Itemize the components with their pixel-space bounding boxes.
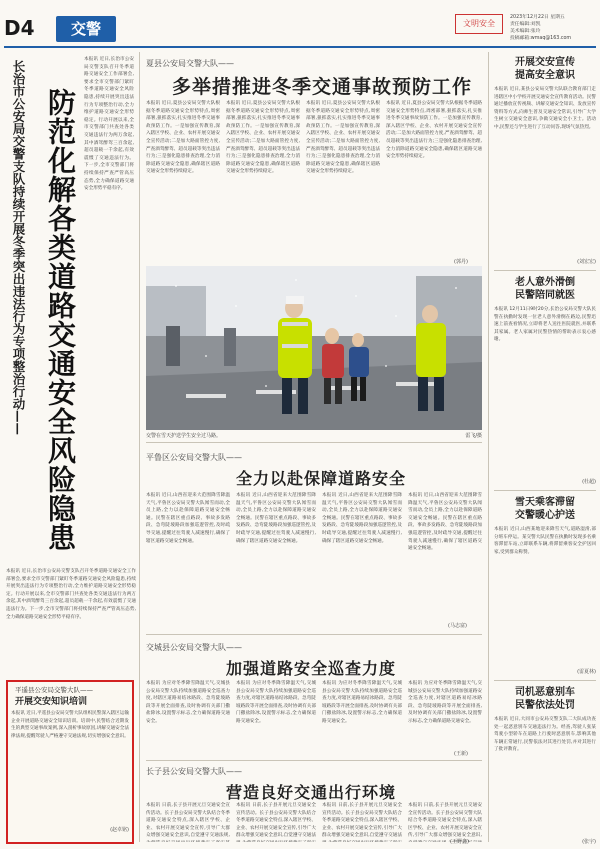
newspaper-name: 文明安全: [463, 19, 495, 28]
article2-text-2: 本报讯 近日,山西省迎来大范围降雪降温天气,平鲁区公安局交警大队闻雪而动,全员上路,全力以赴保障道路交通安全畅通。民警在辖区重点路段、事故多发路段、急弯陡坡路段加强巡逻管控,及时疏导交通,提醒过往驾驶人减速慢行,确保了辖区道路交通安全畅通。: [236, 493, 316, 544]
masthead-logo: [455, 14, 503, 34]
right-item-3-byline: (雷夏林): [577, 669, 596, 675]
top-story-text-4: 本报讯 近日,夏县公安局交警大队根据冬季道路交通安全形势特点,周密部署,狠抓落实,扎实推进冬季交通事故预防工作。一是加强宣传教育,深入辖区学校、企业、农村开展交通安全宣传活动;二是加大路面管控力度,严查酒驾醉驾、超员超载等突出违法行为;三是强化隐患排查治理,全力消除道路交通安全隐患,确保辖区道路交通安全形势持续稳定。: [386, 101, 482, 160]
photo-caption: [146, 432, 482, 439]
article2-col2: [236, 492, 316, 622]
right-item-3-body-wrap: [494, 526, 596, 668]
article2-col4: [408, 492, 482, 622]
email-line: 投稿邮箱:wmaq@163.com: [510, 36, 572, 41]
highlight-title: 开展交安知识培训: [15, 697, 88, 707]
top-story-body-col3: [306, 100, 380, 260]
masthead-rule: [4, 46, 596, 48]
article4-col4: [408, 802, 482, 842]
top-story-text-1: 本报讯 近日,夏县公安局交警大队根据冬季道路交通安全形势特点,周密部署,狠抓落实,扎实推进冬季交通事故预防工作。一是加强宣传教育,深入辖区学校、企业、农村开展交通安全宣传活动;二是加大路面管控力度,严查酒驾醉驾、超员超载等突出违法行为;三是强化隐患排查治理,全力消除道路交通安全隐患,确保辖区道路交通安全形势持续稳定。: [146, 101, 220, 175]
right-item-4-body: 本报讯 近日,大同市公安局交警支队二大队成功查处一起恶意别车交通违法行为。经查,驾驶人张某驾驶小型轿车在道路上行驶时恶意别车,影响其他车辆正常通行,民警依法对其进行处罚,并对其进行了批评教育。: [494, 717, 596, 753]
highlight-box: [6, 680, 134, 844]
editor-line: 责任编辑:刘凯: [510, 22, 541, 27]
right-item-1-body-wrap: [494, 86, 596, 258]
page-code: D4: [4, 16, 35, 40]
banner-body-vertical: [84, 56, 134, 556]
article4-kicker: 长子县公安局交警大队——: [146, 767, 242, 776]
masthead-info: [510, 14, 598, 42]
article3-byline: (王新): [454, 751, 468, 757]
banner-subtitle: 长治市公安局交警支队持续开展冬季突出违法行为专项整治行动——: [11, 60, 26, 435]
article3-title: 加强道路安全巡查力度: [226, 659, 397, 678]
top-story-kicker: 夏县公安局交警大队——: [146, 59, 234, 68]
right-rule-2: [494, 490, 596, 491]
article4-col3: [322, 802, 402, 842]
highlight-byline: (赵卓铭): [110, 827, 129, 833]
right-col-divider: [488, 52, 489, 842]
highlight-kicker: 平遥县公安局交警大队——: [15, 686, 93, 694]
right-rule-3: [494, 680, 596, 681]
banner-body-bottom-text: 本报讯 近日,长治市公安局交警支队召开冬季道路交通安全工作部署会,要求全市交警部门紧盯冬季道路交通安全风险隐患,持续开展突出违法行为专项整治行动,全力维护道路交通安全形势稳定。行动开展以来,全市交警部门共查处各类交通违法行为两万余起,其中酒驾醉驾三百余起,超员超载一千余起,有效震慑了交通违法行为。下一步,全市交警部门将持续保持严查严管高压态势,全力确保道路交通安全形势平稳有序。: [6, 569, 136, 620]
banner-body-vertical-text: 本报讯 近日,长治市公安局交警支队召开冬季道路交通安全工作部署会,要求全市交警部门紧盯冬季道路交通安全风险隐患,持续开展突出违法行为专项整治行动,全力维护道路交通安全形势稳定。行动开展以来,全市交警部门共查处各类交通违法行为两万余起,其中酒驾醉驾三百余起,超员超载一千余起,有效震慑了交通违法行为。下一步,全市交警部门将持续保持严查严管高压态势,全力确保道路交通安全形势平稳有序。: [84, 57, 134, 192]
article3-col2: [236, 680, 316, 750]
article3-text-3: 本报讯 为应对冬季降雪降温天气,交城县公安局交警大队持续加强道路安全巡查力度,对辖区道路易结冰路段、急弯陡坡路段等开展全面排查,及时协调有关部门撒盐除冰,设置警示标志,全力确保道路交通安全。: [322, 681, 402, 724]
right-item-1: [494, 56, 596, 266]
article2-kicker: 平鲁区公安局交警大队——: [146, 453, 242, 462]
top-story-body-col1: [146, 100, 220, 260]
right-item-4: [494, 686, 596, 844]
article4-text-3: 本报讯 日前,长子县开展元旦交通安全宣传活动。长子县公安局交警大队结合冬季道路交通安全特点,深入辖区学校、企业、农村开展交通安全宣传,引导广大群众增强交通安全意识,自觉遵守交通法: [322, 803, 402, 839]
section-tag: 交警: [56, 16, 116, 42]
right-item-2: [494, 276, 596, 486]
right-item-1-byline: (刘宏宏): [577, 259, 596, 265]
article4-text-2: 本报讯 日前,长子县开展元旦交通安全宣传活动。长子县公安局交警大队结合冬季道路交通安全特点,深入辖区学校、企业、农村开展交通安全宣传,引导广大群众增强交通安全意识,自觉遵守交通法: [236, 803, 316, 839]
article2-byline: (马志富): [448, 623, 467, 629]
right-item-3: [494, 496, 596, 676]
article2-text-1: 本报讯 近日,山西省迎来大范围降雪降温天气,平鲁区公安局交警大队闻雪而动,全员上路,全力以赴保障道路交通安全畅通。民警在辖区重点路段、事故多发路段、急弯陡坡路段加强巡逻管控,及时疏导交通,提醒过往驾驶人减速慢行,确保了辖区道路交通安全畅通。: [146, 493, 230, 544]
photo-caption-text: 交警在雪天护送学生安全过马路。: [146, 433, 222, 439]
article4-title: 营造良好交通出行环境: [226, 783, 397, 802]
article3-text-4: 本报讯 为应对冬季降雪降温天气,交城县公安局交警大队持续加强道路安全巡查力度,对辖区道路易结冰路段、急弯陡坡路段等开展全面排查,及时协调有关部门撒盐除冰,设置警示标志,全力确保道路交通安全。: [408, 681, 482, 724]
article3-col3: [322, 680, 402, 750]
right-item-4-byline: (张宇): [582, 839, 596, 845]
article2-text-4: 本报讯 近日,山西省迎来大范围降雪降温天气,平鲁区公安局交警大队闻雪而动,全员上路,全力以赴保障道路交通安全畅通。民警在辖区重点路段、事故多发路段、急弯陡坡路段加强巡逻管控,及时疏导交通,提醒过往驾驶人减速慢行,确保了辖区道路交通安全畅通。: [408, 493, 482, 552]
designer-line: 美术编辑:张玲: [510, 29, 541, 34]
photo-byline: 雷飞/摄: [465, 433, 482, 439]
article3-text-2: 本报讯 为应对冬季降雪降温天气,交城县公安局交警大队持续加强道路安全巡查力度,对辖区道路易结冰路段、急弯陡坡路段等开展全面排查,及时协调有关部门撒盐除冰,设置警示标志,全力确保道路交通安全。: [236, 681, 316, 724]
article4-byline: (王野鑫): [450, 839, 469, 845]
article4-col1: [146, 802, 230, 842]
article2-rule: [146, 634, 482, 635]
article2-title: 全力以赴保障道路安全: [236, 469, 407, 488]
highlight-body-wrap: [11, 710, 129, 826]
article2-col1: [146, 492, 230, 622]
article4-text-4: 本报讯 日前,长子县开展元旦交通安全宣传活动。长子县公安局交警大队结合冬季道路交通安全特点,深入辖区学校、企业、农村开展交通安全宣传,引导广大群众增强交通安全意识,: [408, 803, 482, 839]
right-item-1-title: 开展交安宣传 提高安全意识: [515, 57, 575, 81]
article4-col2: [236, 802, 316, 842]
right-item-2-title: 老人意外滑倒 民警陪同就医: [515, 277, 575, 301]
top-story-body-col2: [226, 100, 300, 260]
article3-col1: [146, 680, 230, 750]
right-item-1-body: 本报讯 近日,某县公安局交警大队联合教育部门走进辖区中小学校开展交通安全宣传教育活动。民警通过播放宣传视频、讲解交通安全知识、发放宣传资料等方式,向师生普及交通安全常识,引导广大学生树立交通安全意识,争做交通安全小卫士。活动中,民警还与学生进行了互动问答,现场气氛热烈。: [494, 87, 596, 130]
banner-body-bottom: [6, 568, 136, 668]
article3-text-1: 本报讯 为应对冬季降雪降温天气,交城县公安局交警大队持续加强道路安全巡查力度,对辖区道路易结冰路段、急弯陡坡路段等开展全面排查,及时协调有关部门撒盐除冰,设置警示标志,全力确保道路交通安全。: [146, 681, 230, 724]
photo-illustration: [146, 266, 482, 430]
right-item-4-title: 司机恶意别车 民警依法处罚: [515, 687, 575, 711]
article3-kicker: 交城县公安局交警大队——: [146, 643, 242, 652]
news-photo: [146, 266, 482, 430]
article2-text-3: 本报讯 近日,山西省迎来大范围降雪降温天气,平鲁区公安局交警大队闻雪而动,全员上路,全力以赴保障道路交通安全畅通。民警在辖区重点路段、事故多发路段、急弯陡坡路段加强巡逻管控,及时疏导交通,提醒过往驾驶人减速慢行,确保了辖区道路交通安全畅通。: [322, 493, 402, 544]
article3-rule: [146, 760, 482, 761]
right-item-4-body-wrap: [494, 716, 596, 838]
article3-col4: [408, 680, 482, 750]
top-story-byline: (郭丹): [454, 259, 468, 265]
left-col-divider: [139, 52, 140, 842]
top-story-text-3: 本报讯 近日,夏县公安局交警大队根据冬季道路交通安全形势特点,周密部署,狠抓落实,扎实推进冬季交通事故预防工作。一是加强宣传教育,深入辖区学校、企业、农村开展交通安全宣传活动;二是加大路面管控力度,严查酒驾醉驾、超员超载等突出违法行为;三是强化隐患排查治理,全力消除道路交通安全隐患,确保辖区道路交通安全形势持续稳定。: [306, 101, 380, 175]
top-story-rule: [146, 442, 482, 443]
top-story-title: 多举措推进冬季交通事故预防工作: [172, 76, 473, 98]
right-item-2-body-wrap: [494, 306, 596, 478]
right-item-3-body: 本报讯 近日,山西某地迎来降雪天气,道路湿滑,部分班车停运。某交警大队民警在执勤时发现多名乘客滞留车站,立即联系车辆,将滞留乘客安全护送回家,受到群众称赞。: [494, 527, 596, 555]
article4-text-1: 本报讯 日前,长子县开展元旦交通安全宣传活动。长子县公安局交警大队结合冬季道路交通安全特点,深入辖区学校、企业、农村开展交通安全宣传,引导广大群众增强交通安全意识,自觉遵守交通法规,: [146, 803, 230, 839]
top-story-body-col4: [386, 100, 482, 260]
right-item-3-title: 雪天乘客滞留 交警暖心护送: [515, 497, 575, 521]
top-story-text-2: 本报讯 近日,夏县公安局交警大队根据冬季道路交通安全形势特点,周密部署,狠抓落实,扎实推进冬季交通事故预防工作。一是加强宣传教育,深入辖区学校、企业、农村开展交通安全宣传活动;二是加大路面管控力度,严查酒驾醉驾、超员超载等突出违法行为;三是强化隐患排查治理,全力消除道路交通安全隐患,确保辖区道路交通安全形势持续稳定。: [226, 101, 300, 175]
highlight-body: 本报讯 近日,平遥县公安局交警大队组织民警深入辖区运输企业开展道路交通安全知识培训。培训中,民警结合近期发生的典型交通事故案例,深入剖析事故原因,讲解交通安全法律法规,提醒驾驶人严格遵守交通法规,切实增强安全意识。: [11, 711, 129, 739]
right-item-2-body: 本报讯 12月11日9时20分,长治公安局交警大队民警在执勤时发现一位老人意外滑倒在路边,民警迅速上前查看情况,立即将老人送往医院就医,并联系其家属。老人家属对民警热情的帮助表示衷心感谢。: [494, 307, 596, 343]
article2-col3: [322, 492, 402, 622]
date-line: 2023年12月22日 星期五: [510, 15, 565, 20]
left-banner: [4, 52, 136, 567]
right-rule-1: [494, 270, 596, 271]
banner-title: 防范化解各类道路交通安全风险隐患: [44, 88, 77, 552]
right-item-2-byline: (杜超): [582, 479, 596, 485]
